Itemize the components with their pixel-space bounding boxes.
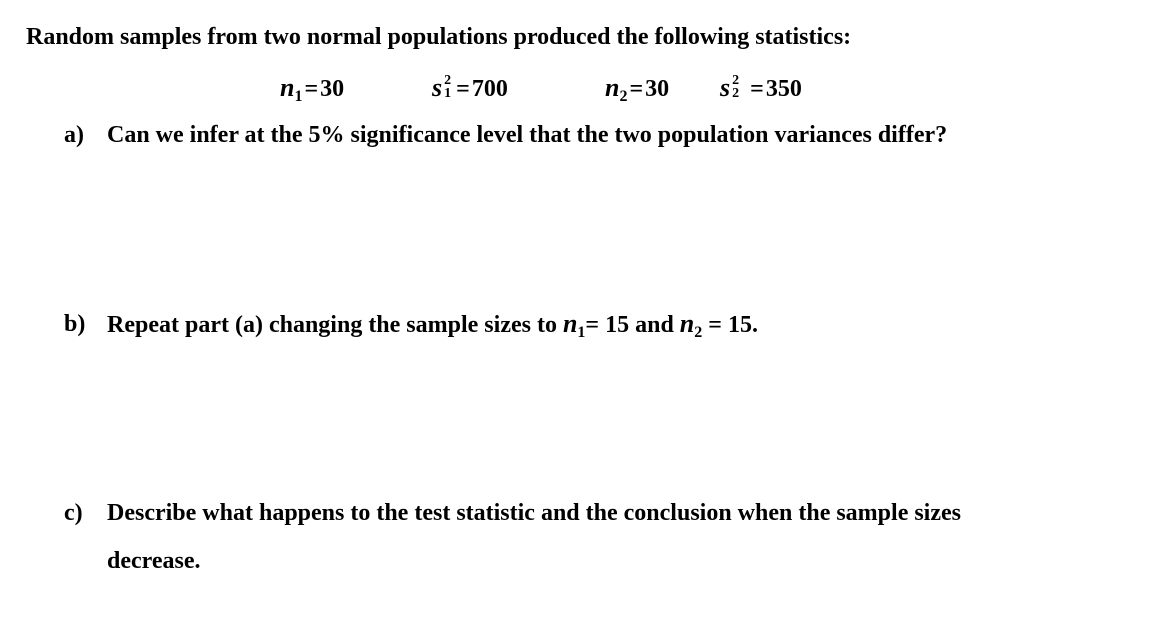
s2-value: 350 (765, 76, 802, 102)
stat-s1-squared (432, 70, 508, 107)
question-c-text-line2: decrease. (107, 548, 201, 574)
question-b-label: b) (64, 311, 86, 337)
stat-s2-squared (720, 70, 802, 107)
question-b-n1-value: = 15 and (585, 312, 680, 338)
n1-equals: = (304, 76, 319, 102)
question-c-text-line1: Describe what happens to the test statistic and the conclusion when the sample sizes (107, 500, 961, 526)
n2-subscript: 2 (619, 88, 628, 105)
question-a-text: Can we infer at the 5% significance level that the two population variances differ? (107, 122, 948, 148)
question-b-n2-subscript: 2 (694, 324, 703, 341)
s2-equals: = (750, 76, 764, 102)
question-c-label: c) (64, 500, 83, 526)
s2-sup-sub (732, 74, 739, 100)
n2-symbol: n (605, 73, 620, 102)
n1-symbol: n (280, 73, 295, 102)
s2-symbol: s (720, 73, 731, 102)
s1-symbol: s (432, 73, 443, 102)
s1-superscript: 2 (444, 73, 452, 89)
question-b-n2-value: = 15. (702, 312, 758, 338)
n2-value: 30 (645, 76, 670, 102)
stat-n2 (605, 70, 669, 110)
n2-equals: = (629, 76, 644, 102)
question-a-label: a) (64, 122, 84, 148)
question-b-text (107, 307, 758, 345)
s1-subscript: 1 (444, 86, 452, 102)
s1-value: 700 (471, 76, 508, 102)
s2-subscript: 2 (732, 86, 740, 102)
question-b-n2-symbol: n (679, 309, 695, 338)
question-b-text-before: Repeat part (a) changing the sample sizes to (107, 312, 563, 338)
n1-value: 30 (320, 76, 345, 102)
stat-n1 (280, 70, 344, 110)
question-b-n1-symbol: n (562, 309, 578, 338)
s1-equals: = (456, 76, 470, 102)
s1-sup-sub (444, 74, 451, 100)
problem-intro: Random samples from two normal populations produced the following statistics: (26, 24, 852, 50)
n1-subscript: 1 (294, 88, 303, 105)
statistics-line (0, 70, 1150, 106)
question-b-n1-subscript: 1 (577, 324, 586, 341)
s2-superscript: 2 (732, 73, 740, 89)
